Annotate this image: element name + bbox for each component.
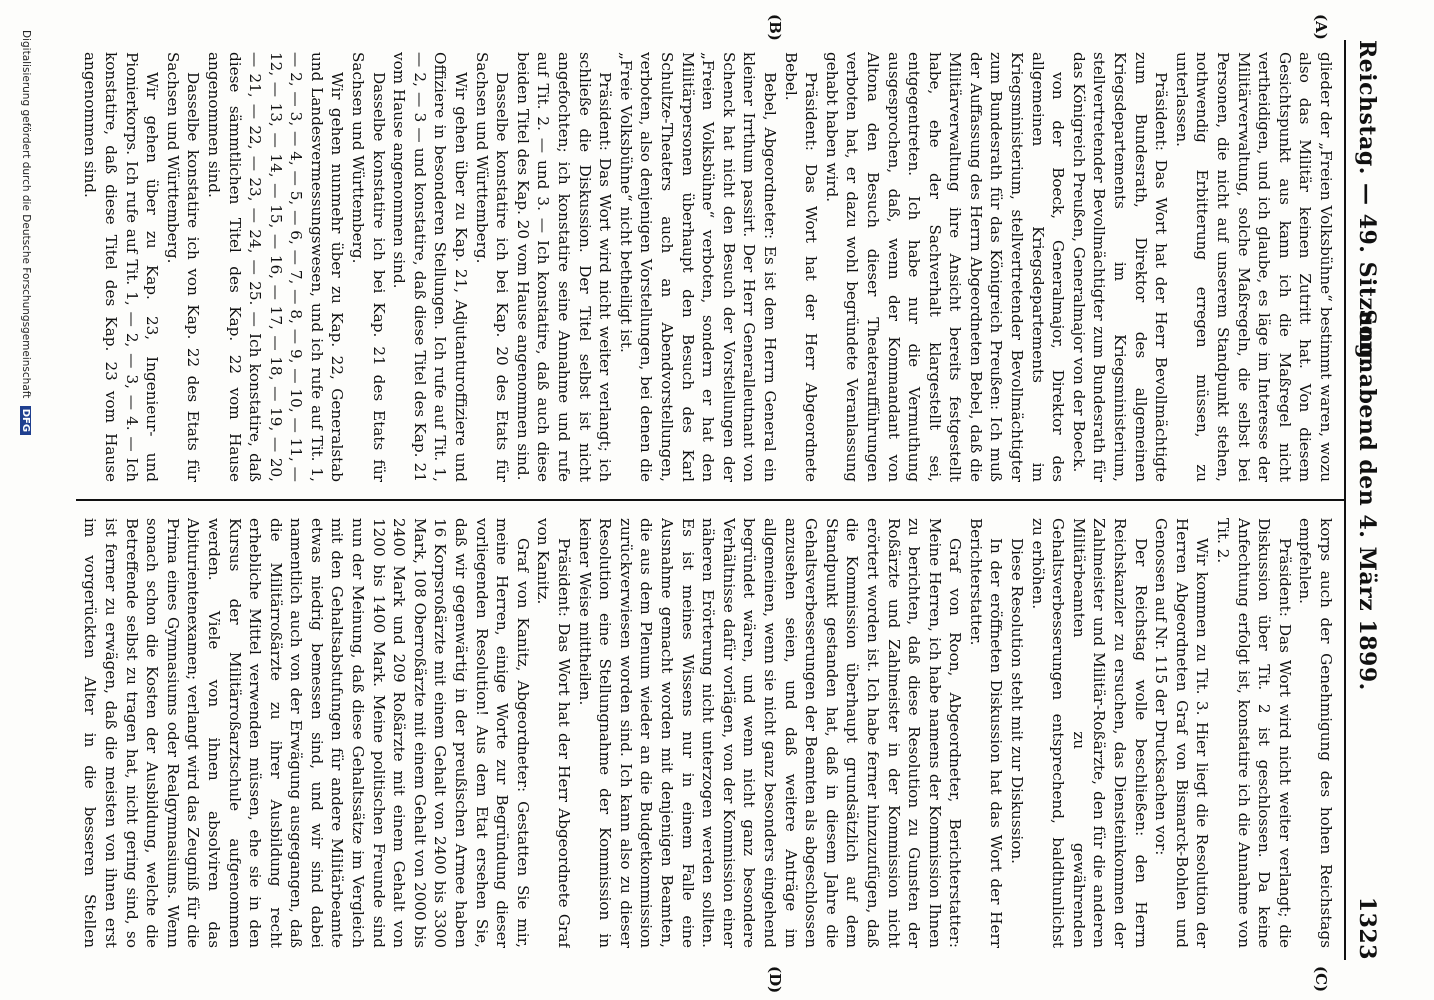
paragraph: Graf von Roon, Abgeordneter, Berichterstatter: Meine Herren, ich habe namens der Kommission Ihnen zu berichten, daß diese Resolution zu Gunsten der Roßärzte und Zahlmeister in der Kommission nicht erörtert worden ist. Ich habe ferner hinzuzufügen, daß die Kommission überhaupt grundsätzlich auf dem Standpunkt gestanden hat, daß in diesem Jahre die Gehaltsverbesserungen der Beamten als abgeschlossen anzusehen seien, und daß weitere Anträge im allgemeinen, wenn sie nicht ganz besonders eingehend begründet wären, und wenn nicht ganz besondere Verhältnisse dafür vorlägen, von der Kommission einer näheren Erörterung nicht unterzogen werden sollten. Es ist meines Wissens nur in einem Falle eine Ausnahme gemacht worden mit denjenigen Beamten, die aus dem Plenum wieder an die Budgetkommission zurückverwiesen worden sind. Ich kann also zu dieser Resolution eine Stellungnahme der Kommission in keiner Weise mittheilen. [575, 518, 965, 948]
paragraph: korps auch der Genehmigung des hohen Reichstags empfehlen. [1296, 518, 1335, 948]
credit-text: Digitalisierung gefördert durch die Deutsche Forschungsgemeinschaft [20, 30, 32, 399]
header-rule [1344, 40, 1346, 960]
header-session: Reichstag. — 49. Sitzung. [1354, 40, 1380, 368]
right-column [78, 518, 1336, 948]
paragraph: Dasselbe konstatire ich von Kap. 22 des Etats für Sachsen und Württemberg. [163, 52, 203, 482]
paragraph: Präsident: Das Wort hat der Herr Bevollmächtigte zum Bundesrath, Direktor des allgemeinen Kriegsdepartements im Kriegsministerium, stellvertretender Bevollmächtigter zum Bundesrath für das Königreich Preußen, Generalmajor von der Boeck. [1069, 52, 1171, 482]
left-column [78, 52, 1336, 482]
paragraph [78, 52, 80, 482]
page-header [1350, 40, 1380, 960]
paragraph: Graf von Kanitz, Abgeordneter: Gestatten Sie mir, meine Herren, einige Worte zur Begründung dieser vorliegenden Resolution! Aus dem Etat ersehen Sie, daß wir gegenwärtig in der preußischen Armee haben 16 Korpsroßärzte mit einem Gehalt von 2400 bis 3300 Mark, 108 Oberroßärzte mit einem Gehalt von 2000 bis 2400 Mark und 209 Roßärzte mit einem Gehalt von 1200 bis 1400 Mark. Meine politischen Freunde sind nun der Meinung, daß diese Gehaltssätze im Vergleich mit den Gehaltsabstufungen für andere Militärbeamte etwas niedrig bemessen sind, und wir sind dabei namentlich auch von der Erwägung ausgegangen, daß die Militärroßärzte zu ihrer Ausbildung recht erhebliche Mittel verwenden müssen, ehe sie in den Kursus der Militärroßarztschule aufgenommen werden. Viele von ihnen absolviren das Abiturientenexamen; verlangt wird das Zeugniß für die Prima eines Gymnasiums oder Realgymnasiums. Wenn sonach schon die Kosten der Ausbildung, welche die Betreffende selbst zu tragen hat, nicht gering sind, so ist ferner zu erwägen, daß die meisten von ihnen erst im vorgerückten Alter in die besseren Stellen [81, 518, 532, 948]
paragraph: glieder der „Freien Volksbühne“ bestimmt waren, wozu also das Militär keinen Zutritt hat. Von diesem Gesichtspunkt aus kann ich die Maßregel nicht vertheidigen, und ich glaube, es läge im Interesse der Militärverwaltung, solche Maßregeln, die selbst bei Personen, die nicht auf unserem Standpunkt stehen, nothwendig Erbitterung erregen müssen, zu unterlassen. [1172, 52, 1335, 482]
margin-marker-a: (A) [1312, 14, 1330, 40]
paragraph: von der Boeck, Generalmajor, Direktor des allgemeinen Kriegsdepartements im Kriegsministerium, stellvertretender Bevollmächtigter zum Bundesrath für das Königreich Preußen: Ich muß der Auffassung des Herrn Abgeordneten Bebel, daß die Militärverwaltung ihre Ansicht bereits festgestellt habe, ehe der Sachverhalt klargestellt sei, entgegentreten. Ich habe nur die Vermuthung ausgesprochen, daß, wenn der Kommandant von Altona den Besuch dieser Theateraufführungen verboten hat, er dazu wohl begründete Veranlassung gehabt haben wird. [822, 52, 1068, 482]
paragraph: Präsident: Das Wort hat der Herr Abgeordnete Graf von Kanitz. [534, 518, 574, 948]
column-divider [76, 499, 1344, 501]
paragraph: In der eröffneten Diskussion hat das Wort der Herr Berichterstatter. [966, 518, 1006, 948]
paragraph: Bebel, Abgeordneter: Es ist dem Herrn General ein kleiner Irrthum passirt. Der Herr Generalleutnant von Schenck hat nicht den Besuch der Vorstellungen der „Freien Volksbühne“ verboten, sondern er hat den Militärpersonen überhaupt den Besuch des Karl Schultze-Theaters auch an Abendvorstellungen, verboten, also denjenigen Vorstellungen, bei denen die „Freie Volksbühne“ nicht betheiligt ist. [616, 52, 779, 482]
margin-marker-c: (C) [1312, 966, 1330, 993]
paragraph: Wir gehen über zu Kap. 21, Adjutanturoffiziere und Offiziere in besonderen Stellungen. Ich rufe auf Tit. 1, — 2, — 3 — und konstatire, daß diese Titel des Kap. 21 vom Hause angenommen sind. [390, 52, 471, 482]
dfg-logo: DFG [21, 406, 32, 435]
paragraph: Präsident: Das Wort wird nicht weiter verlangt; ich schließe die Diskussion. Der Titel selbst ist nicht angefochten; ich konstatire seine Annahme und rufe auf Tit. 2. — und 3. — Ich konstatire, daß auch diese beiden Titel des Kap. 20 vom Hause angenommen sind. [513, 52, 615, 482]
paragraph: Diese Resolution steht mit zur Diskussion. [1008, 538, 1027, 865]
paragraph: Wir gehen über zu Kap. 23, Ingenieur- und Pionierkorps. Ich rufe auf Tit. 1, — 2, — 3, — 4. — Ich konstatire, daß diese Titel des Kap. 23 vom Hause angenommen sind. [81, 52, 162, 482]
paragraph: Wir gehen nunmehr über zu Kap. 22, Generalstab und Landesvermessungswesen, und ich rufe auf Tit. 1, — 2, — 3, — 4, — 5, — 6, — 7, — 8, — 9, — 10, — 11, — 12, — 13, — 14, — 15, — 16, — 17, — 18, — 19, — 20, — 21, — 22, — 23, — 24, — 25. — Ich konstatire, daß diese sämmtlichen Titel des Kap. 22 vom Hause angenommen sind. [204, 52, 347, 482]
paragraph: Wir kommen zu Tit. 3. Hier liegt die Resolution der Herren Abgeordneten Graf von Bismarck-Bohlen und Genossen auf Nr. 115 der Drucksachen vor: [1152, 518, 1212, 948]
page-number: 1323 [1354, 896, 1380, 960]
header-date: Sonnabend den 4. März 1899. [1354, 309, 1380, 691]
margin-marker-b: (B) [766, 14, 784, 41]
resolution-text: Der Reichstag wolle beschließen: den Herrn Reichskanzler zu ersuchen, das Diensteinkommen der Zahlmeister und Militär-Roßärzte, den für die anderen Militärbeamten zu gewährenden Gehaltsverbesserungen entsprechend, baldthunlichst zu erhöhen. [1028, 518, 1150, 948]
paragraph: Präsident: Das Wort wird nicht weiter verlangt; die Diskussion über Tit. 2 ist geschlossen. Da keine Anfechtung erfolgt ist, konstatire ich die Annahme von Tit. 2. [1214, 518, 1294, 948]
digitization-credit [20, 30, 32, 970]
margin-marker-d: (D) [766, 966, 784, 994]
paragraph: Dasselbe konstatire ich bei Kap. 21 des Etats für Sachsen und Württemberg. [349, 52, 388, 482]
paragraph: Dasselbe konstatire ich bei Kap. 20 des Etats für Sachsen und Württemberg. [472, 52, 512, 482]
paragraph: Präsident: Das Wort hat der Herr Abgeordnete Bebel. [781, 52, 821, 482]
